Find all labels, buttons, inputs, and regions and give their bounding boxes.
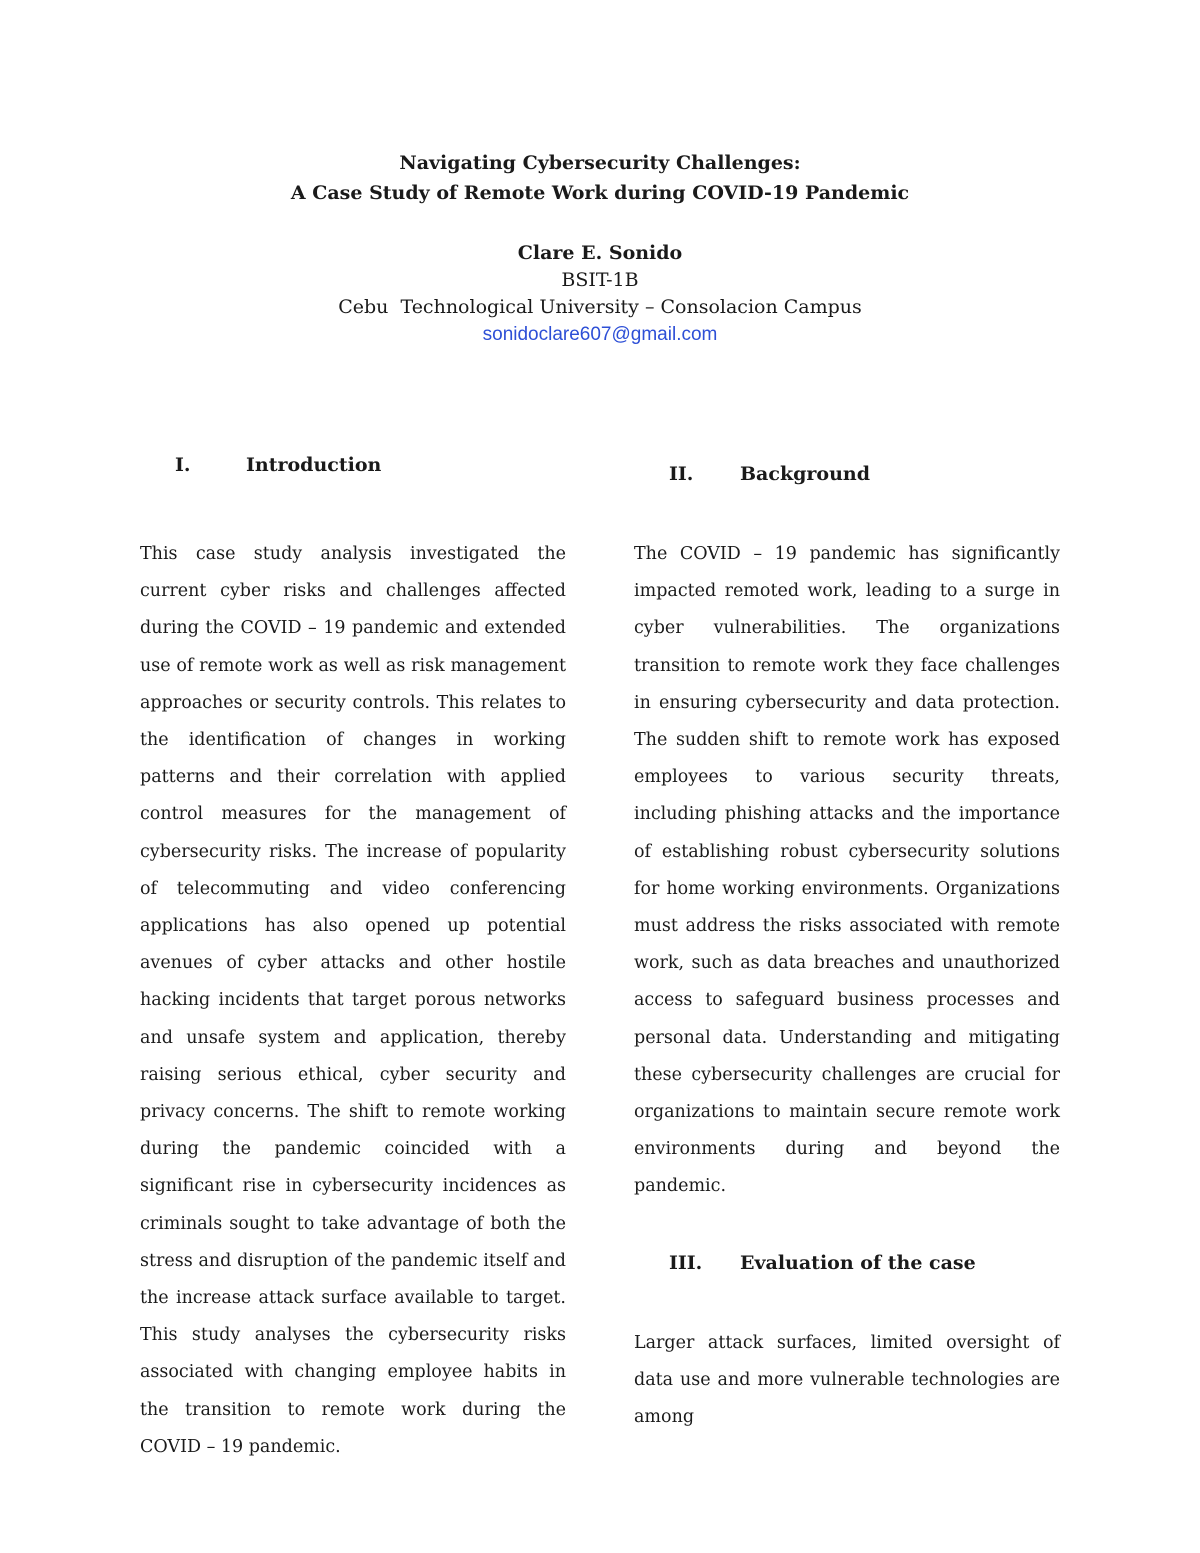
title-line-1: Navigating Cybersecurity Challenges: [399, 152, 801, 174]
section-number: III. [669, 1252, 703, 1274]
section-heading-background [669, 460, 870, 488]
section-title: Evaluation of the case [740, 1252, 976, 1274]
section-heading-introduction [175, 451, 382, 479]
section-number: I. [175, 454, 191, 476]
section-number: II. [669, 463, 694, 485]
author-block [0, 239, 1200, 348]
author-email-link[interactable]: sonidoclare607@gmail.com [482, 324, 718, 345]
author-name: Clare E. Sonido [517, 242, 683, 264]
title-line-2: A Case Study of Remote Work during COVID-19 Pandemic [290, 182, 910, 204]
section-title: Introduction [246, 454, 382, 476]
paper-title [0, 148, 1200, 208]
evaluation-body: Larger attack surfaces, limited oversight of data use and more vulnerable technologies are among [634, 1333, 1060, 1428]
section-heading-evaluation [669, 1249, 976, 1277]
background-body: The COVID – 19 pandemic has significantly impacted remoted work, leading to a surge in cyber vulnerabilities. The organizations transition to remote work they face challenges in ensuring cybersecurity and data protection. The sudden shift to remote work has exposed employees to various security threats, including phishing attacks and the importance of establishing robust cybersecurity solutions for home working environments. Organizations must address the risks associated with remote work, such as data breaches and unauthorized access to safeguard business processes and personal data. Understanding and mitigating these cybersecurity challenges are crucial for organizations to maintain secure remote work environments during and beyond the pandemic. [634, 544, 1060, 1197]
author-section: BSIT-1B [561, 269, 639, 291]
introduction-body: This case study analysis investigated the current cyber risks and challenges affected during the COVID – 19 pandemic and extended use of remote work as well as risk management approaches or security controls. This relates to the identification of changes in working patterns and their correlation with applied control measures for the management of cybersecurity risks. The increase of popularity of telecommuting and video conferencing applications has also opened up potential avenues of cyber attacks and other hostile hacking incidents that target porous networks and unsafe system and application, thereby raising serious ethical, cyber security and privacy concerns. The shift to remote working during the pandemic coincided with a significant rise in cybersecurity incidences as criminals sought to take advantage of both the stress and disruption of the pandemic itself and the increase attack surface available to target. This study analyses the cybersecurity risks associated with changing employee habits in the transition to remote work during the COVID – 19 pandemic. [140, 544, 566, 1457]
author-affiliation: Cebu Technological University – Consolacion Campus [338, 296, 862, 318]
section-title: Background [740, 463, 870, 485]
